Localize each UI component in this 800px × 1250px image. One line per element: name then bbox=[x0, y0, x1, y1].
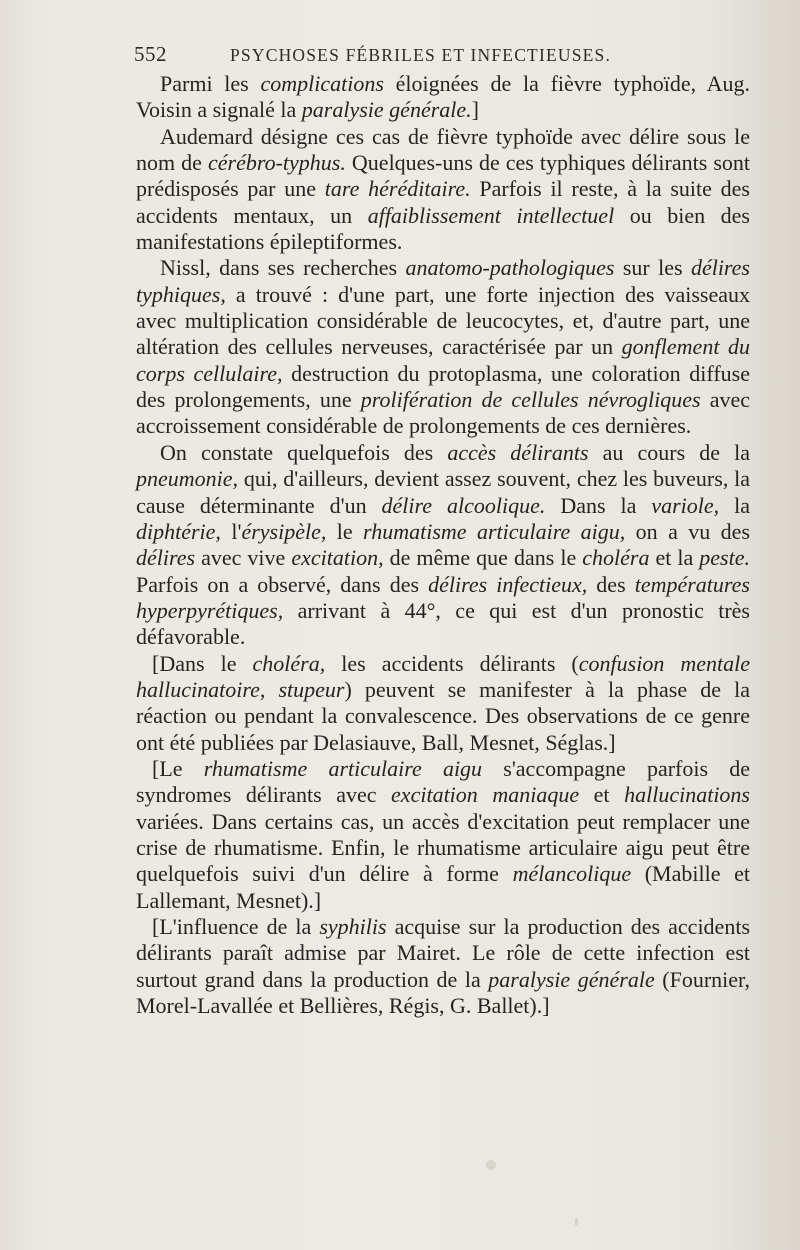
italic-term: paralysie générale. bbox=[301, 97, 472, 123]
italic-term: gonflement du corps cellulaire, bbox=[136, 334, 750, 386]
italic-term: températures hyperpyrétiques, bbox=[136, 571, 750, 623]
italic-term: pneumonie, bbox=[136, 466, 239, 492]
text-run: variées. Dans certains cas, un accès d'excitation peut remplacer une crise de rhumatisme. Enfin, le rhumatisme articulaire aigu peut être quelquefois suivi d'un délire à forme bbox=[136, 808, 750, 887]
text-run: et bbox=[579, 782, 625, 808]
text-run: s'accompagne parfois de syndromes délirants avec bbox=[136, 755, 751, 808]
italic-term: excitation, bbox=[291, 545, 384, 571]
italic-term: syphilis bbox=[319, 914, 387, 939]
italic-term: variole, bbox=[651, 492, 720, 518]
text-run: la bbox=[719, 492, 750, 518]
text-run: qui, d'ailleurs, devient assez souvent, chez les buveurs, la cause déterminante d'un bbox=[136, 466, 750, 518]
italic-term: délires typhiques, bbox=[136, 255, 750, 307]
text-run: On constate quelquefois des bbox=[160, 439, 448, 465]
paragraph-cholera bbox=[136, 651, 750, 756]
italic-term: anatomo-pathologiques bbox=[405, 255, 615, 281]
text-run: Parfois on a observé, dans des bbox=[136, 571, 429, 597]
text-run: des bbox=[587, 571, 635, 597]
text-run: Quelques-uns de ces typhiques délirants sont prédisposés par une bbox=[136, 150, 750, 202]
italic-term: mélancolique bbox=[512, 861, 632, 887]
text-run: Parfois il reste, à la suite des accidents mentaux, un bbox=[136, 176, 750, 228]
running-title: PSYCHOSES FÉBRILES ET INFECTIEUSES. bbox=[230, 45, 612, 65]
paragraph-syphilis bbox=[136, 914, 750, 1019]
text-run: au cours de la bbox=[588, 439, 750, 465]
text-run: (Mabille et Lallemant, Mesnet).] bbox=[136, 861, 750, 913]
text-run: ] bbox=[471, 97, 479, 123]
italic-term: rhumatisme articulaire aigu, bbox=[363, 518, 626, 544]
text-run: Nissl, dans ses recherches bbox=[160, 255, 406, 281]
italic-term: choléra, bbox=[252, 650, 326, 676]
italic-term: délires bbox=[136, 545, 196, 571]
text-run: de même que dans le bbox=[383, 545, 583, 571]
italic-term: cérébro-typhus. bbox=[207, 150, 346, 176]
paragraph-nissl bbox=[136, 255, 750, 439]
italic-term: confusion mentale hallucinatoire, stupeur bbox=[136, 650, 751, 702]
italic-term: affaiblissement intellectuel bbox=[367, 202, 615, 228]
paragraph-delirious-attacks bbox=[136, 440, 750, 651]
body-text bbox=[136, 71, 750, 1019]
paper-speck bbox=[486, 1160, 496, 1170]
paragraph-typhoid-complications bbox=[136, 71, 750, 124]
text-run: avec accroissement considérable de prolongements de ces dernières. bbox=[136, 387, 750, 439]
italic-term: peste. bbox=[699, 545, 750, 571]
paper-speck bbox=[575, 1218, 578, 1226]
running-head bbox=[134, 42, 754, 72]
text-run: ou bien des manifestations épileptiformes. bbox=[136, 202, 750, 255]
italic-term: choléra bbox=[582, 545, 650, 571]
text-run: Audemard désigne ces cas de fièvre typhoïde avec délire sous le nom de bbox=[136, 123, 750, 176]
italic-term: accès délirants bbox=[447, 439, 589, 465]
italic-term: excitation maniaque bbox=[391, 782, 580, 808]
text-run: destruction du protoplasma, une coloration diffuse des prolongements, une bbox=[136, 360, 750, 413]
text-run: Dans la bbox=[545, 492, 652, 518]
text-run: (Fournier, Morel-Lavallée et Bellières, Régis, G. Ballet).] bbox=[136, 966, 750, 1019]
italic-term: tare héréditaire. bbox=[324, 176, 471, 202]
text-run: et la bbox=[649, 545, 700, 571]
text-run: arrivant à 44°, ce qui est d'un pronostic très défavorable. bbox=[136, 597, 750, 650]
text-run: sur les bbox=[614, 255, 691, 281]
italic-term: hallucinations bbox=[624, 782, 750, 808]
text-run: le bbox=[326, 518, 364, 544]
text-run: avec vive bbox=[195, 545, 292, 571]
text-run: a trouvé : d'une part, une forte injection des vaisseaux avec multiplication considérable de leucocytes, et, d'autre part, une altération des cellules nerveuses, caractérisée par un bbox=[136, 281, 750, 360]
italic-term: rhumatisme articulaire aigu bbox=[203, 755, 483, 781]
italic-term: complications bbox=[260, 71, 384, 96]
text-run: [L'influence de la bbox=[152, 914, 320, 939]
text-run: [Dans le bbox=[152, 650, 253, 676]
page-number: 552 bbox=[134, 42, 167, 66]
text-run: on a vu des bbox=[625, 518, 751, 544]
text-run: l' bbox=[220, 518, 242, 544]
italic-term: érysipèle, bbox=[241, 518, 327, 544]
text-run: [Le bbox=[152, 755, 204, 781]
text-run: les accidents délirants ( bbox=[325, 650, 579, 676]
italic-term: diphtérie, bbox=[136, 518, 221, 544]
paragraph-rheumatism bbox=[136, 756, 750, 914]
text-run: ) peuvent se manifester à la phase de la réaction ou pendant la convalescence. Des observations de ce genre ont été publiées par Delasiauve, Ball, Mesnet, Séglas.] bbox=[136, 676, 750, 755]
paragraph-audemard bbox=[136, 124, 750, 256]
italic-term: délire alcoolique. bbox=[381, 492, 546, 518]
text-run: Parmi les bbox=[160, 71, 261, 96]
text-run: acquise sur la production des accidents délirants paraît admise par Mairet. Le rôle de cette infection est surtout grand dans la production de la bbox=[136, 914, 750, 992]
italic-term: prolifération de cellules névrogliques bbox=[360, 387, 701, 413]
italic-term: paralysie générale bbox=[488, 966, 655, 992]
italic-term: délires infectieux, bbox=[428, 571, 588, 597]
text-run: éloignées de la fièvre typhoïde, Aug. Voisin a signalé la bbox=[136, 71, 750, 123]
